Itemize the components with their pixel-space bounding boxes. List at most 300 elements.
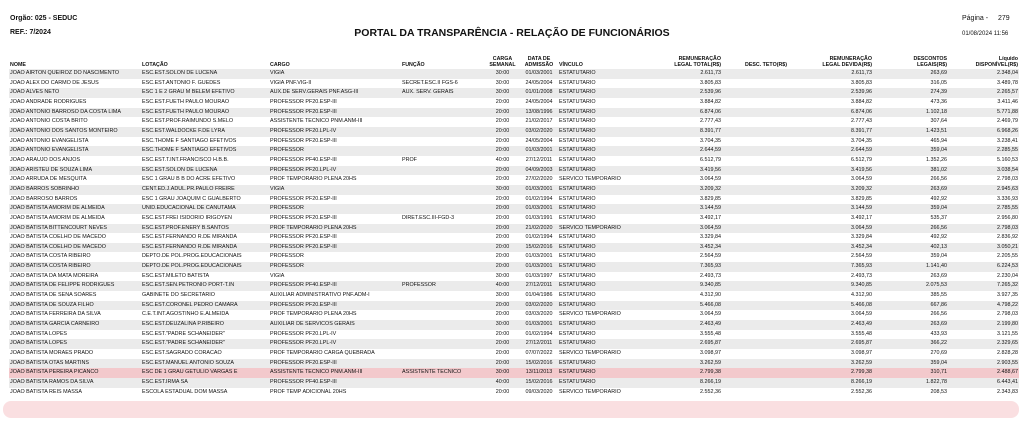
cell-nome: JOAO BATISTA AMORIM DE ALMEIDA — [9, 204, 141, 214]
cell-rem-total: 3.884,82 — [700, 98, 721, 105]
cell-liquido: 2.488,67 — [948, 368, 1019, 378]
cell-lotacao: ESC.EST.FERNANDO R.DE MIRANDA — [141, 243, 269, 253]
cell-carga: 20:00 — [495, 214, 510, 221]
cell-cargo: PROFESSOR PF20.ESP-III — [270, 214, 337, 221]
cell-nome: JOAO BATISTA REIS MASSA — [10, 388, 82, 395]
cell-nome: JOAO ANTONIO COSTA BRITO — [10, 118, 88, 125]
cell-rem-devida: 3.329,84 — [851, 234, 872, 241]
cell-carga: 40:00 — [495, 156, 510, 163]
cell-liquido: 3.050,21 — [948, 243, 1019, 253]
cell-lotacao: ESC.EST.SEN.PETRONIO PORT-T.IN — [141, 281, 269, 291]
highlight-mark — [3, 401, 1019, 418]
cell-nome: JOAO BARROS SOBRINHO — [9, 185, 141, 195]
cell-admissao: 03/02/2020 — [520, 127, 558, 137]
cell-vinculo: ESTATUTARIO — [558, 359, 638, 369]
table-row — [9, 98, 1019, 108]
cell-rem-total: 2.552,36 — [700, 388, 721, 395]
cell-lotacao: ESC.THOME F SANTIAGO EFETIVOS — [142, 137, 237, 144]
cell-vinculo: ESTATUTARIO — [559, 79, 596, 86]
cell-rem-total: 3.329,84 — [700, 234, 721, 241]
page-number: 279 — [998, 15, 1010, 22]
cell-funcao — [401, 359, 485, 369]
cell-cargo: PROFESSOR — [270, 253, 304, 260]
cell-carga: 20:00 — [485, 301, 520, 311]
cell-lotacao: UNID.EDUCACIONAL DE CANUTAMA — [141, 204, 269, 214]
cell-rem-total: 2.799,38 — [638, 368, 722, 378]
cell-cargo: PROF TEMP ADICIONAL 20HS — [270, 388, 347, 395]
cell-cargo: ASSISTENTE TECNICO PNM.ANM-III — [270, 118, 363, 125]
cell-rem-devida: 3.704,35 — [851, 137, 872, 144]
cell-liquido: 3.411,46 — [997, 98, 1018, 105]
cell-cargo: AUXILIAR ADMINISTRATIVO PNF.ADM-I — [270, 292, 370, 299]
table-row — [9, 224, 1019, 234]
cell-funcao — [401, 291, 485, 301]
cell-rem-total: 3.419,56 — [638, 166, 722, 176]
cell-admissao: 15/02/2016 — [520, 243, 558, 253]
cell-desc-teto — [722, 281, 788, 291]
cell-funcao: DIRET.ESC.III-FGD-3 — [402, 214, 455, 221]
table-row — [9, 166, 1019, 176]
cell-liquido: 5.160,53 — [997, 156, 1018, 163]
cell-rem-devida: 3.555,48 — [851, 330, 872, 337]
cell-descontos: 263,69 — [873, 69, 948, 79]
cell-admissao: 15/02/2016 — [520, 359, 558, 369]
table-row — [9, 330, 1019, 340]
cell-carga: 40:00 — [485, 378, 520, 388]
cell-lotacao: ESC.EST.SOLON DE LUCENA — [141, 166, 269, 176]
cell-rem-devida: 3.419,56 — [788, 166, 873, 176]
cell-cargo: PROFESSOR PF20.LPL-IV — [269, 127, 401, 137]
cell-liquido: 2.265,57 — [948, 88, 1019, 98]
cell-admissao: 01/03/2001 — [520, 146, 558, 156]
employees-table — [9, 51, 1019, 397]
col-data-admissao: DATA DE ADMISSÃO — [524, 55, 554, 68]
cell-admissao: 01/01/2008 — [520, 88, 558, 98]
table-row — [9, 349, 1019, 359]
cell-funcao — [401, 224, 485, 234]
table-row — [9, 117, 1019, 127]
cell-rem-devida: 2.539,96 — [788, 88, 873, 98]
table-row — [9, 146, 1019, 156]
table-row — [9, 233, 1019, 243]
cell-funcao — [401, 69, 485, 79]
cell-nome: JOAO BATISTA COSTA RIBEIRO — [9, 262, 141, 272]
cell-descontos: 465,94 — [930, 137, 947, 144]
cell-rem-devida: 6.512,79 — [851, 156, 872, 163]
cell-rem-total: 2.539,96 — [638, 88, 722, 98]
table-row — [9, 127, 1019, 137]
table-row — [9, 175, 1019, 185]
table-row — [9, 320, 1019, 330]
cell-rem-total: 3.262,59 — [638, 359, 722, 369]
cell-liquido: 3.238,41 — [997, 137, 1018, 144]
table-row — [9, 156, 1019, 166]
cell-lotacao: ESC.EST.CORONEL PEDRO CAMARA — [141, 301, 269, 311]
cell-carga: 30:00 — [495, 272, 510, 279]
cell-rem-devida: 8.391,77 — [788, 127, 873, 137]
cell-liquido: 2.230,04 — [997, 272, 1018, 279]
cell-desc-teto — [722, 359, 788, 369]
cell-nome: JOAO AIRTON QUEIROZ DO NASCIMENTO — [9, 69, 141, 79]
cell-funcao — [401, 320, 485, 330]
cell-nome: JOAO ALEX DO CARMO DE JESUS — [10, 79, 99, 86]
cell-desc-teto — [722, 291, 788, 301]
cell-funcao — [401, 310, 485, 320]
cell-cargo: PROFESSOR PF20.ESP-III — [269, 108, 401, 118]
cell-carga: 20:00 — [495, 234, 510, 241]
cell-descontos: 402,13 — [873, 243, 948, 253]
cell-rem-devida: 2.493,73 — [851, 272, 872, 279]
cell-liquido: 2.945,63 — [948, 185, 1019, 195]
cell-cargo: PROFESSOR PF20.ESP-III — [269, 359, 401, 369]
cell-liquido: 3.927,35 — [997, 292, 1018, 299]
cell-rem-total: 3.805,83 — [700, 79, 721, 86]
cell-rem-total: 3.704,35 — [700, 137, 721, 144]
cell-rem-total: 3.555,48 — [700, 330, 721, 337]
table-row — [9, 339, 1019, 349]
cell-vinculo: ESTATUTARIO — [558, 146, 638, 156]
cell-desc-teto — [722, 224, 788, 234]
cell-nome: JOAO BATISTA COELHO DE MACEDO — [9, 243, 141, 253]
cell-rem-devida: 3.829,85 — [851, 195, 872, 202]
cell-liquido: 2.956,80 — [997, 214, 1018, 221]
cell-admissao: 27/02/2020 — [525, 176, 553, 183]
cell-funcao: ASSISTENTE TECNICO — [401, 368, 485, 378]
cell-desc-teto — [722, 301, 788, 311]
cell-vinculo: ESTATUTARIO — [559, 118, 596, 125]
cell-admissao: 01/02/1994 — [525, 195, 553, 202]
cell-nome: JOAO BATISTA PEREIRA PICANCO — [9, 368, 141, 378]
cell-carga: 20:00 — [495, 311, 510, 318]
cell-descontos: 385,55 — [930, 292, 947, 299]
table-row — [9, 137, 1019, 147]
cell-vinculo: ESTATUTARIO — [558, 281, 638, 291]
cell-carga: 20:00 — [485, 166, 520, 176]
cell-admissao: 24/05/2004 — [525, 98, 553, 105]
cell-rem-devida: 3.064,59 — [851, 311, 872, 318]
cell-admissao: 27/12/2011 — [520, 281, 558, 291]
cell-admissao: 01/03/1991 — [525, 214, 553, 221]
cell-funcao — [401, 117, 485, 127]
table-row — [9, 310, 1019, 320]
cell-lotacao: ESC.EST.MILETO BATISTA — [142, 272, 210, 279]
cell-desc-teto — [722, 98, 788, 108]
cell-nome: JOAO ALVES NETO — [9, 88, 141, 98]
table-row — [9, 262, 1019, 272]
cell-vinculo: ESTATUTARIO — [558, 243, 638, 253]
cell-admissao: 27/12/2011 — [520, 339, 558, 349]
cell-rem-total: 2.463,49 — [638, 320, 722, 330]
cell-funcao — [401, 175, 485, 185]
report-datetime: 01/08/2024 11:56 — [962, 31, 1009, 37]
cell-lotacao: ESC.THOME F SANTIAGO EFETIVOS — [141, 146, 269, 156]
cell-rem-total: 2.695,87 — [638, 339, 722, 349]
cell-nome: JOAO BATISTA DE FELIPPE RODRIGUES — [9, 281, 141, 291]
cell-rem-devida: 2.644,59 — [788, 146, 873, 156]
cell-nome: JOAO BATISTA LOPES — [9, 339, 141, 349]
cell-descontos: 1.141,40 — [873, 262, 948, 272]
cell-rem-total: 3.064,59 — [638, 224, 722, 234]
cell-liquido: 2.199,80 — [948, 320, 1019, 330]
cell-rem-devida: 2.799,38 — [788, 368, 873, 378]
col-liquido: Líquido DISPONÍVEL(R$) — [975, 55, 1018, 68]
cell-carga: 30:00 — [495, 292, 510, 299]
cell-descontos: 492,92 — [930, 234, 947, 241]
cell-lotacao: ESC.EST.MANUEL ANTONIO SOUZA — [141, 359, 269, 369]
cell-carga: 30:00 — [485, 69, 520, 79]
cell-carga: 20:00 — [495, 253, 510, 260]
cell-carga: 20:00 — [485, 146, 520, 156]
cell-funcao — [401, 98, 485, 108]
table-row — [9, 368, 1019, 378]
cell-rem-total: 3.209,32 — [638, 185, 722, 195]
cell-descontos: 1.822,78 — [873, 378, 948, 388]
cell-desc-teto — [722, 320, 788, 330]
cell-liquido: 2.798,03 — [948, 224, 1019, 234]
cell-rem-total: 6.874,06 — [638, 108, 722, 118]
cell-lotacao: ESC.EST."PADRE SCHANEIDER" — [141, 339, 269, 349]
cell-rem-devida: 3.064,59 — [788, 224, 873, 234]
cell-desc-teto — [722, 310, 788, 320]
cell-rem-total: 2.611,73 — [638, 69, 722, 79]
cell-desc-teto — [722, 378, 788, 388]
cell-cargo: PROFESSOR PF20.ESP-III — [269, 243, 401, 253]
cell-rem-devida: 8.266,19 — [788, 378, 873, 388]
cell-vinculo: ESTATUTARIO — [559, 98, 596, 105]
cell-descontos: 492,92 — [930, 195, 947, 202]
cell-liquido: 2.785,55 — [948, 204, 1019, 214]
cell-vinculo: ESTATUTARIO — [558, 69, 638, 79]
cell-lotacao: ESC.EST.FUETH PAULO MOURAO — [142, 98, 230, 105]
cell-desc-teto — [722, 88, 788, 98]
cell-admissao: 07/07/2022 — [525, 350, 553, 357]
cell-carga: 20:00 — [495, 98, 510, 105]
cell-vinculo: ESTATUTARIO — [558, 339, 638, 349]
cell-rem-devida: 2.564,59 — [851, 253, 872, 260]
cell-rem-devida: 3.262,59 — [788, 359, 873, 369]
cell-cargo: PROF TEMPORARIO PLENA 20HS — [270, 176, 357, 183]
cell-desc-teto — [722, 252, 788, 262]
cell-nome: JOAO BATISTA LOPES — [10, 330, 68, 337]
cell-liquido: 2.903,55 — [948, 359, 1019, 369]
cell-rem-devida: 3.805,83 — [851, 79, 872, 86]
cell-admissao: 13/11/2013 — [520, 368, 558, 378]
cell-funcao — [401, 252, 485, 262]
cell-lotacao: DEPTO.DE POL.PROG.EDUCACIONAIS — [141, 262, 269, 272]
table-row — [9, 388, 1019, 398]
cell-vinculo: ESTATUTARIO — [558, 204, 638, 214]
cell-carga: 20:00 — [495, 330, 510, 337]
cell-lotacao: ESC DE 1 GRAU GETULIO VARGAS E — [141, 368, 269, 378]
cell-cargo: PROFESSOR PF20.ESP-III — [270, 98, 337, 105]
cell-descontos: 381,02 — [873, 166, 948, 176]
cell-lotacao: GABINETE DO SECRETARIO — [142, 292, 215, 299]
cell-funcao — [401, 127, 485, 137]
cell-lotacao: ESC.EST.FERNANDO R.DE MIRANDA — [142, 234, 237, 241]
cell-funcao — [401, 301, 485, 311]
cell-lotacao: ESC.EST.FUETH PAULO MOURAO — [141, 108, 269, 118]
cell-nome: JOAO BATISTA FERREIRA DA SILVA — [10, 311, 101, 318]
cell-lotacao: ESC.EST.PROF.RAIMUNDO S.MELO — [142, 118, 234, 125]
cell-rem-devida: 3.144,59 — [788, 204, 873, 214]
cell-carga: 20:00 — [495, 350, 510, 357]
cell-liquido: 2.285,55 — [948, 146, 1019, 156]
cell-rem-total: 5.466,08 — [638, 301, 722, 311]
cell-desc-teto — [722, 166, 788, 176]
cell-carga: 20:00 — [485, 262, 520, 272]
cell-liquido: 3.336,93 — [997, 195, 1018, 202]
cell-carga: 20:00 — [485, 127, 520, 137]
cell-rem-devida: 2.552,36 — [851, 388, 872, 395]
cell-rem-devida: 3.064,59 — [851, 176, 872, 183]
cell-nome: JOAO BARROSO BARROS — [10, 195, 78, 202]
cell-vinculo: ESTATUTARIO — [559, 330, 596, 337]
cell-funcao — [401, 233, 485, 243]
cell-cargo: PROFESSOR PF20.ESP-III — [270, 234, 337, 241]
cell-liquido: 2.798,03 — [997, 176, 1018, 183]
cell-desc-teto — [722, 127, 788, 137]
cell-nome: JOAO ANTONIO BARROSO DA COSTA LIMA — [9, 108, 141, 118]
cell-descontos: 307,64 — [930, 118, 947, 125]
cell-rem-total: 6.512,79 — [700, 156, 721, 163]
cell-desc-teto — [722, 156, 788, 166]
cell-nome: JOAO BATISTA GARCIA CARNEIRO — [9, 320, 141, 330]
cell-cargo: PROFESSOR — [269, 146, 401, 156]
cell-vinculo: ESTATUTARIO — [558, 127, 638, 137]
cell-desc-teto — [722, 233, 788, 243]
col-funcao: FUNÇÃO — [402, 61, 425, 68]
cell-desc-teto — [722, 330, 788, 340]
col-descontos: DESCONTOS LEGAIS(R$) — [913, 55, 947, 68]
cell-lotacao: ESC 1 E 2 GRAU M BELEM EFETIVO — [141, 88, 269, 98]
table-row — [9, 301, 1019, 311]
cell-nome: JOAO BATISTA RAMOS DA SILVA — [9, 378, 141, 388]
cell-descontos: 1.352,26 — [926, 156, 947, 163]
cell-desc-teto — [722, 108, 788, 118]
cell-rem-total: 3.452,34 — [638, 243, 722, 253]
cell-admissao: 01/03/2001 — [520, 69, 558, 79]
cell-funcao — [401, 243, 485, 253]
cell-cargo: PROFESSOR PF40.ESP-III — [269, 378, 401, 388]
cell-cargo: PROFESSOR PF20.ESP-III — [270, 137, 337, 144]
cell-descontos: 266,56 — [930, 311, 947, 318]
cell-vinculo: ESTATUTARIO — [559, 137, 596, 144]
table-row — [9, 243, 1019, 253]
cell-nome: JOAO BATISTA DA MATA MOREIRA — [10, 272, 99, 279]
cell-carga: 30:00 — [485, 368, 520, 378]
cell-lotacao: DEPTO.DE POL.PROG.EDUCACIONAIS — [142, 253, 242, 260]
cell-rem-total: 8.391,77 — [638, 127, 722, 137]
cell-desc-teto — [722, 117, 788, 127]
cell-funcao: SECRET.ESC.II FGS-6 — [402, 79, 458, 86]
cell-lotacao: ESC.EST.FREI ISIDORIO IRIGOYEN — [142, 214, 232, 221]
cell-cargo: PROFESSOR PF20.LPL-IV — [269, 166, 401, 176]
ref-label: REF.: 7/2024 — [10, 29, 51, 36]
cell-rem-total: 3.098,97 — [700, 350, 721, 357]
cell-descontos: 208,53 — [930, 388, 947, 395]
cell-admissao: 15/02/2016 — [520, 378, 558, 388]
cell-lotacao: ESC.EST.WALDOCKE F.DE LYRA — [141, 127, 269, 137]
cell-desc-teto — [722, 339, 788, 349]
cell-funcao — [401, 339, 485, 349]
cell-rem-total: 2.564,59 — [700, 253, 721, 260]
cell-vinculo: ESTATUTARIO — [559, 234, 596, 241]
col-cargo: CARGO — [270, 61, 290, 68]
cell-rem-total: 3.144,59 — [638, 204, 722, 214]
cell-nome: JOAO BATISTA BITTENCOURT NEVES — [9, 224, 141, 234]
cell-vinculo: ESTATUTARIO — [558, 108, 638, 118]
table-row — [9, 69, 1019, 79]
cell-descontos: 366,22 — [873, 339, 948, 349]
cell-carga: 20:00 — [495, 195, 510, 202]
cell-cargo: PROF TEMPORARIO PLENA 20HS — [270, 311, 357, 318]
cell-rem-devida: 3.452,34 — [788, 243, 873, 253]
col-desc-teto: DESC. TETO(R$) — [745, 61, 787, 68]
table-header-row — [9, 51, 1019, 69]
table-row — [9, 272, 1019, 282]
cell-liquido: 2.329,65 — [948, 339, 1019, 349]
cell-lotacao: ESC.EST.SOLON DE LUCENA — [141, 69, 269, 79]
table-row — [9, 185, 1019, 195]
cell-vinculo: SERVICO TEMPORARIO — [559, 311, 621, 318]
cell-lotacao: ESC.EST.DEUZALINA P.RIBEIRO — [141, 320, 269, 330]
cell-liquido: 6.968,26 — [948, 127, 1019, 137]
cell-vinculo: ESTATUTARIO — [558, 301, 638, 311]
cell-liquido: 3.038,54 — [948, 166, 1019, 176]
cell-cargo: VIGIA — [270, 272, 285, 279]
table-row — [9, 378, 1019, 388]
cell-funcao — [401, 378, 485, 388]
cell-lotacao: ESC.EST.T.INT.FRANCISCO H.B.B. — [142, 156, 229, 163]
cell-vinculo: ESTATUTARIO — [558, 320, 638, 330]
cell-cargo: PROFESSOR PF20.LPL-IV — [270, 330, 337, 337]
cell-vinculo: ESTATUTARIO — [559, 195, 596, 202]
cell-nome: JOAO ARISTEU DE SOUZA LIMA — [9, 166, 141, 176]
cell-funcao: PROF — [402, 156, 417, 163]
table-row — [9, 108, 1019, 118]
cell-nome: JOAO ARAUJO DOS ANJOS — [10, 156, 81, 163]
cell-rem-total: 2.493,73 — [700, 272, 721, 279]
cell-liquido: 2.343,83 — [997, 388, 1018, 395]
cell-nome: JOAO ARRUDA DE MESQUITA — [10, 176, 87, 183]
cell-descontos: 263,69 — [930, 272, 947, 279]
cell-rem-devida: 2.463,49 — [788, 320, 873, 330]
cell-desc-teto — [722, 214, 788, 224]
cell-carga: 20:00 — [485, 108, 520, 118]
pagina-label: Página - — [962, 15, 989, 22]
col-remuneracao-total: REMUNERAÇÃO LEGAL TOTAL(R$) — [674, 55, 721, 68]
cell-descontos: 1.423,51 — [873, 127, 948, 137]
cell-admissao: 01/02/1994 — [525, 234, 553, 241]
cell-desc-teto — [722, 195, 788, 205]
cell-vinculo: ESTATUTARIO — [559, 272, 596, 279]
table-row — [9, 79, 1019, 89]
cell-admissao: 27/12/2011 — [525, 156, 553, 163]
cell-admissao: 09/03/2020 — [525, 388, 553, 395]
cell-admissao: 01/03/2001 — [525, 253, 553, 260]
cell-desc-teto — [722, 388, 788, 398]
cell-lotacao: ESC.EST.IRMA SA — [141, 378, 269, 388]
cell-admissao: 01/03/2001 — [520, 320, 558, 330]
cell-lotacao: CENT.ED.J.ADUL.PR.PAULO FREIRE — [141, 185, 269, 195]
cell-desc-teto — [722, 185, 788, 195]
cell-lotacao: ESC.EST.ANTONIO F. GUEDES — [142, 79, 221, 86]
cell-funcao — [401, 108, 485, 118]
table-row — [9, 281, 1019, 291]
cell-cargo: PROFESSOR PF40.ESP-III — [270, 156, 337, 163]
cell-descontos: 1.102,18 — [873, 108, 948, 118]
cell-descontos: 359,04 — [873, 359, 948, 369]
